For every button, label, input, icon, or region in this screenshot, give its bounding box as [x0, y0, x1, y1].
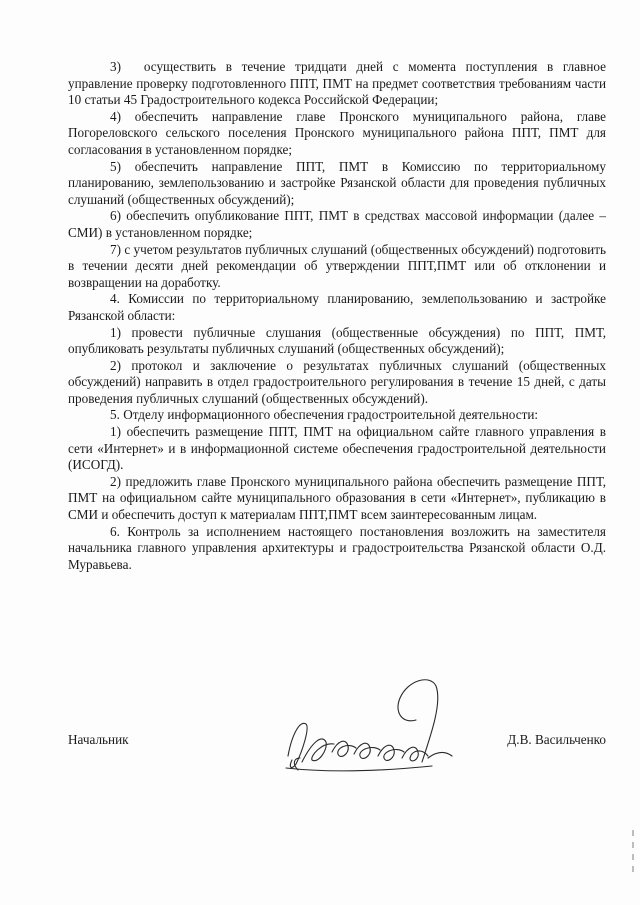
signatory-name: Д.В. Васильченко	[507, 732, 606, 747]
document-body	[68, 59, 606, 573]
section-4-heading: 4. Комиссии по территориальному планированию, землепользованию и застройке Рязанской области:	[68, 291, 606, 323]
paragraph-item-7: 7) с учетом результатов публичных слушаний (общественных обсуждений) подготовить в течении десяти дней рекомендации об утверждении ППТ,ПМТ или об отклонении и возвращении на доработку.	[68, 241, 606, 290]
section-4-item-2: 2) протокол и заключение о результатах публичных слушаний (общественных обсуждений) направить в отдел градостроительного регулирования в течение 15 дней, с даты проведения публичных слушаний (общественных обсуждений).	[68, 357, 606, 406]
section-5-item-1: 1) обеспечить размещение ППТ, ПМТ на официальном сайте главного управления в сети «Интернет» и в информационной системе обеспечения градостроительной деятельности (ИСОГД).	[68, 424, 606, 473]
section-6-paragraph: 6. Контроль за исполнением настоящего постановления возложить на заместителя начальника главного управления архитектуры и градостроительства Рязанской области О.Д. Муравьева.	[68, 523, 606, 572]
signatory-title: Начальник	[68, 732, 129, 747]
handwritten-signature	[282, 672, 462, 782]
section-5-item-2: 2) предложить главе Пронского муниципального района обеспечить размещение ППТ, ПМТ на официальном сайте муниципального образования в сети «Интернет», публикацию в СМИ и обеспечить доступ к материалам ППТ,ПМТ всем заинтересованным лицам.	[68, 473, 606, 523]
scan-edge-marks	[630, 830, 636, 890]
section-4-item-1: 1) провести публичные слушания (общественные обсуждения) по ППТ, ПМТ, опубликовать результаты публичных слушаний (общественных обсуждений);	[68, 324, 606, 357]
section-5-heading: 5. Отделу информационного обеспечения градостроительной деятельности:	[110, 407, 539, 423]
paragraph-item-6: 6) обеспечить опубликование ППТ, ПМТ в средствах массовой информации (далее – СМИ) в установленном порядке;	[68, 208, 606, 240]
signature-row	[68, 732, 606, 762]
paragraph-item-4: 4) обеспечить направление главе Пронского муниципального района, главе Погореловского сельского поселения Пронского муниципального района ППТ, ПМТ для согласования в установленном порядке;	[68, 108, 606, 157]
paragraph-item-5: 5) обеспечить направление ППТ, ПМТ в Комиссию по территориальному планированию, землепользованию и застройке Рязанской области для проведения публичных слушаний (общественных обсуждений);	[68, 158, 606, 207]
paragraph-item-3: 3) осуществить в течение тридцати дней с момента поступления в главное управление проверку подготовленного ППТ, ПМТ на предмет соответствия требованиям части 10 статьи 45 Градостроительного кодекса Российской Федерации;	[68, 59, 606, 108]
